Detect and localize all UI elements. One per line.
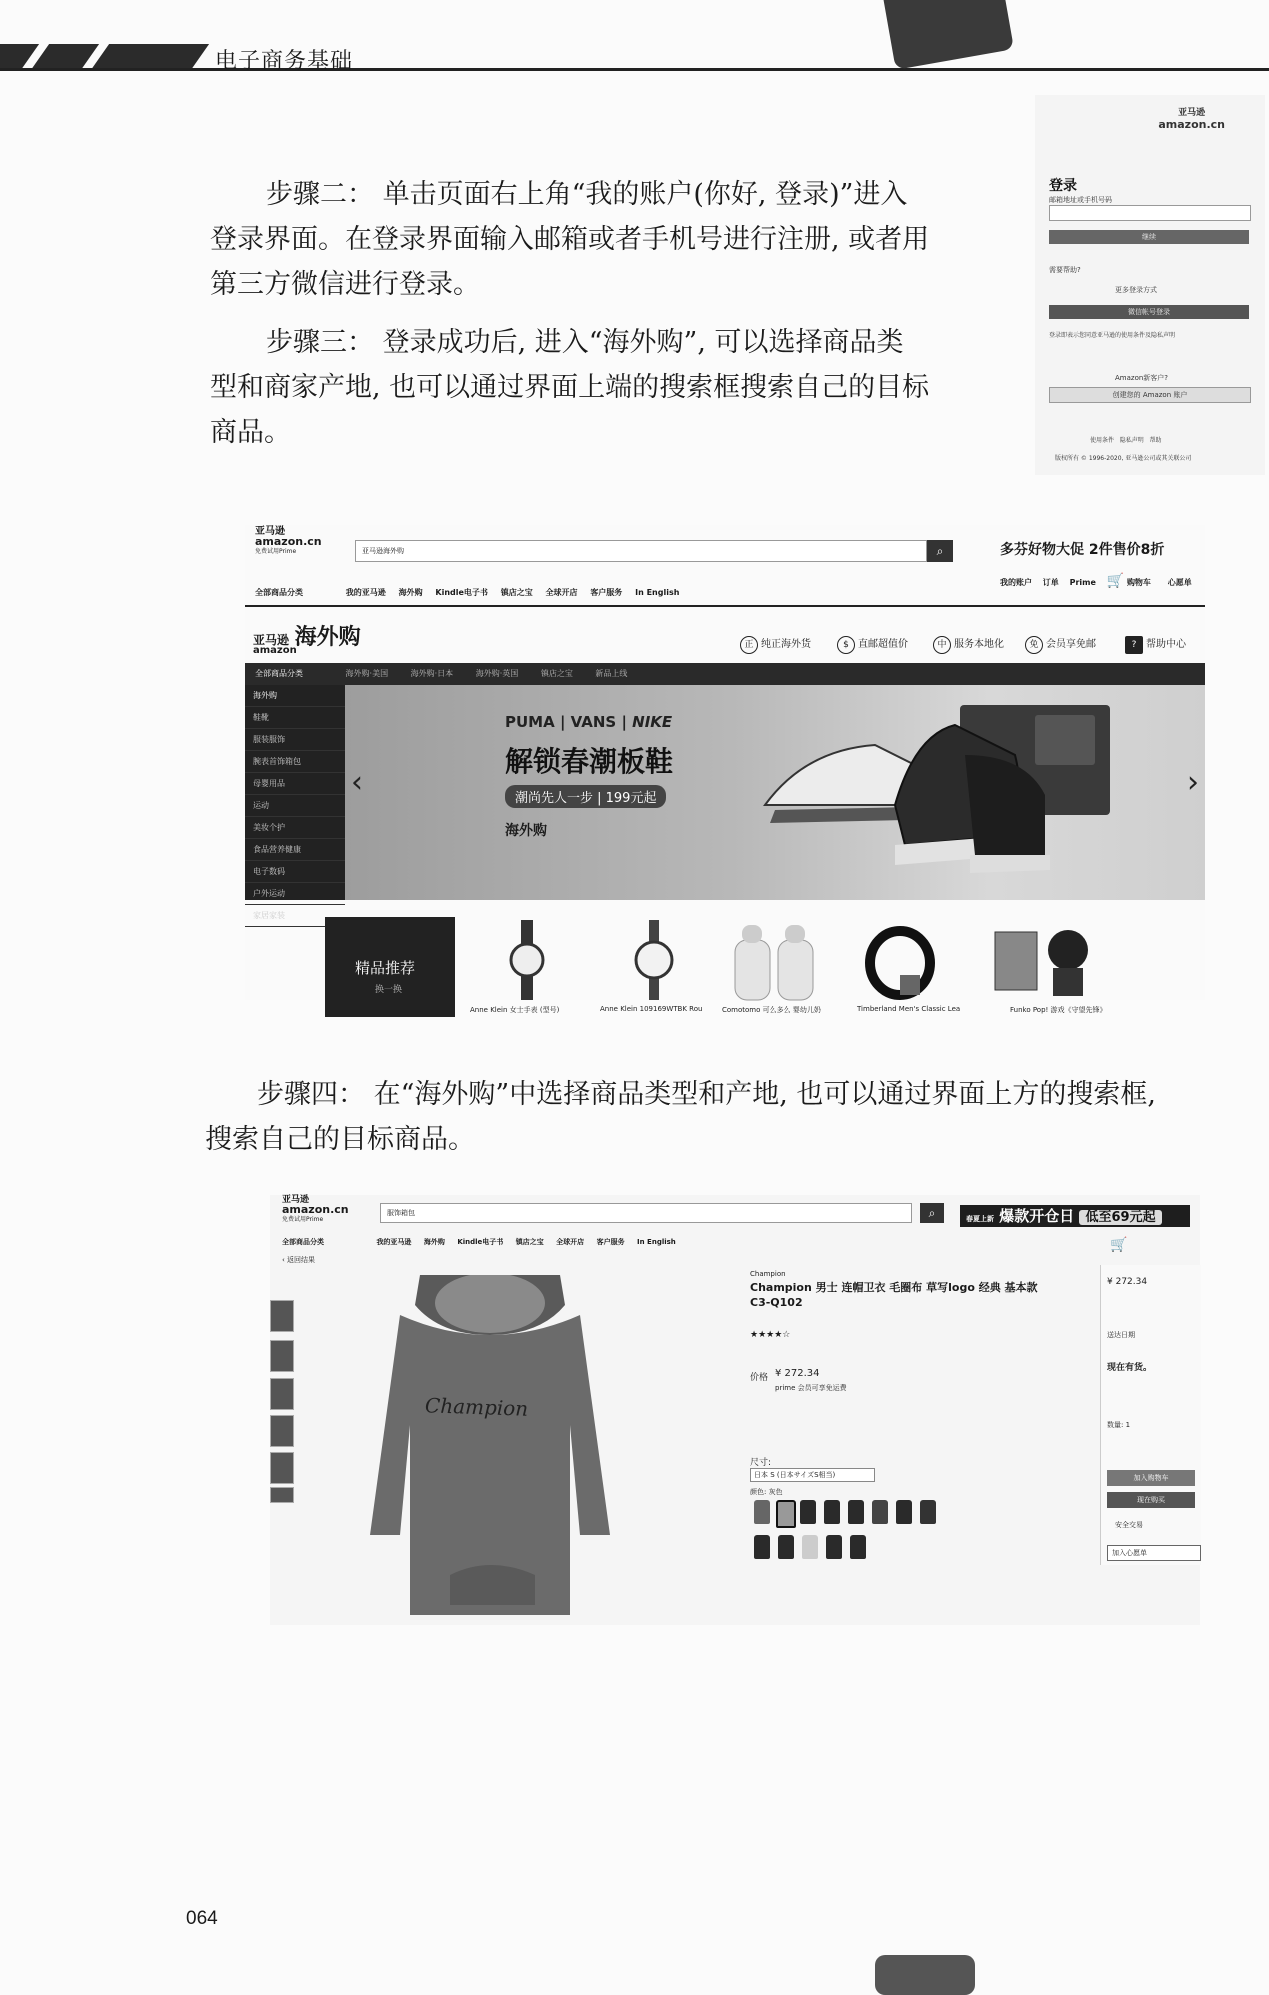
product-caption[interactable]: Anne Klein 女士手表 (型号) [470, 1006, 560, 1014]
top-nav [255, 587, 679, 598]
badge-label: 纯正海外货 [761, 639, 811, 650]
sidebar-item[interactable]: 服装服饰 [245, 729, 345, 751]
color-swatch[interactable] [896, 1500, 912, 1524]
header-stripe [91, 44, 209, 70]
nav-link[interactable]: 全球开店 [556, 1238, 585, 1246]
logo-cn: 亚马逊 [253, 633, 290, 647]
quantity-select[interactable]: 数量: 1 [1107, 1421, 1131, 1429]
badge-help[interactable] [1125, 635, 1186, 654]
watch-image[interactable] [507, 920, 547, 1000]
thumbnail[interactable] [270, 1487, 294, 1503]
field-label: 邮箱地址或手机号码 [1049, 196, 1112, 204]
color-swatch[interactable] [800, 1500, 816, 1524]
nav-link[interactable]: 客户服务 [590, 588, 623, 597]
color-label: 颜色: 灰色 [750, 1488, 783, 1496]
cart-link[interactable]: 购物车 [1126, 578, 1151, 587]
sidebar-item[interactable]: 电子数码 [245, 861, 345, 883]
thumbnail[interactable] [270, 1378, 294, 1410]
nav-link[interactable]: Kindle电子书 [457, 1238, 504, 1246]
sub-nav-item[interactable]: 海外购·美国 [345, 669, 389, 678]
login-heading: 登录 [1049, 178, 1077, 194]
belt-image[interactable] [860, 925, 940, 1005]
search-button[interactable]: ⌕ [920, 1203, 944, 1223]
haiwaigou-title: 海外购 [294, 625, 361, 650]
search-input[interactable] [380, 1203, 912, 1223]
nav-link[interactable]: 客户服务 [596, 1238, 625, 1246]
wechat-button[interactable]: 微信帐号登录 [1049, 305, 1249, 319]
promo-banner[interactable]: 多芬好物大促 2件售价8折 [1000, 542, 1165, 558]
product-caption[interactable]: Timberland Men's Classic Lea [857, 1005, 961, 1013]
secure-transaction: 安全交易 [1115, 1521, 1143, 1529]
breadcrumb[interactable]: ‹ 返回结果 [282, 1256, 316, 1264]
sub-nav-item[interactable]: 海外购·日本 [410, 669, 454, 678]
badge-label: 帮助中心 [1146, 639, 1186, 650]
buy-now-button[interactable]: 现在购买 [1107, 1492, 1195, 1508]
sidebar-item[interactable]: 美妆个护 [245, 817, 345, 839]
color-swatch[interactable] [824, 1500, 840, 1524]
service-icon: 中 [933, 636, 951, 654]
color-swatch[interactable] [776, 1500, 796, 1528]
text-line: 型和商家产地, 也可以通过界面上端的搜索框搜索自己的目标 [210, 372, 930, 403]
sub-nav-item[interactable]: 镇店之宝 [540, 669, 573, 678]
size-select[interactable]: 日本 S (日本サイズS相当) [750, 1468, 875, 1482]
top-nav [282, 1237, 676, 1247]
thumbnail[interactable] [270, 1340, 294, 1372]
brand-logos: PUMA | VANS | NIKE [505, 713, 673, 731]
page-corner-shadow [875, 1955, 975, 1995]
continue-button[interactable]: 继续 [1049, 230, 1249, 244]
prime-tagline: 免费试用Prime [255, 548, 297, 555]
haiwaigou-logo [253, 620, 361, 656]
banner-tag: 海外购 [505, 823, 547, 839]
add-to-cart-button[interactable]: 加入购物车 [1107, 1470, 1195, 1486]
authentic-icon: 正 [740, 636, 758, 654]
nav-link[interactable]: 我的亚马逊 [345, 588, 386, 597]
watch-image[interactable] [629, 920, 679, 1000]
copyright: 版权所有 © 1996-2020, 亚马逊公司或其关联公司 [1055, 455, 1192, 462]
product-screenshot [270, 1195, 1200, 1625]
search-scope[interactable]: 服饰箱包 [387, 1209, 415, 1217]
logo-en: amazon.cn [255, 535, 322, 548]
sub-nav-item[interactable]: 海外购·英国 [475, 669, 519, 678]
thumbnail[interactable] [270, 1415, 294, 1447]
footer-links [1090, 435, 1162, 444]
sidebar-item[interactable]: 家居家装 [245, 905, 345, 927]
page-number: 064 [186, 1908, 218, 1929]
buy-box [1100, 1265, 1201, 1565]
color-swatch[interactable] [754, 1535, 770, 1559]
orders-link[interactable]: 订单 [1042, 578, 1059, 587]
color-swatch[interactable] [920, 1500, 936, 1524]
funko-figure-image[interactable] [993, 920, 1093, 1000]
sidebar-item[interactable]: 运动 [245, 795, 345, 817]
add-to-wishlist-button[interactable]: 加入心愿单 [1107, 1545, 1201, 1561]
nav-link[interactable]: 我的亚马逊 [376, 1238, 412, 1246]
baby-bottles-image[interactable] [730, 925, 820, 1005]
sub-nav-item[interactable]: 全部商品分类 [255, 669, 303, 678]
nav-link[interactable]: 全球开店 [545, 588, 578, 597]
product-title: Champion 男士 连帽卫衣 毛圈布 草写logo 经典 基本款 C3-Q102 [750, 1281, 1038, 1309]
header-rule [0, 68, 1269, 71]
nav-divider [245, 605, 1205, 607]
search-button[interactable]: ⌕ [927, 540, 953, 562]
price-label: 价格 [750, 1373, 769, 1383]
refresh-link[interactable]: 换一换 [375, 985, 403, 995]
header-stripe [31, 44, 99, 70]
nav-link[interactable]: In English [637, 1238, 676, 1246]
sub-nav-item[interactable]: 新品上线 [595, 669, 628, 678]
login-screenshot [1035, 95, 1265, 475]
badge-authentic[interactable] [740, 635, 811, 654]
badge-service[interactable] [933, 635, 1004, 654]
puma-logo: PUMA [505, 713, 555, 731]
terms-text: 登录即表示您同意亚马逊的使用条件及隐私声明 [1049, 332, 1176, 339]
new-user-text: Amazon新客户? [1115, 374, 1169, 382]
nav-link[interactable]: 海外购 [398, 588, 423, 597]
cart-icon[interactable]: 🛒 [1106, 573, 1125, 589]
step4-paragraph [205, 1072, 1269, 1162]
category-sidebar [245, 685, 345, 920]
hoodie-logo-text: Champion [424, 1393, 529, 1421]
color-swatch[interactable] [754, 1500, 770, 1524]
sidebar-item[interactable]: 腕表首饰箱包 [245, 751, 345, 773]
sidebar-item[interactable]: 户外运动 [245, 883, 345, 905]
email-field[interactable] [1049, 205, 1251, 221]
buybox-price: ¥ 272.34 [1107, 1277, 1148, 1287]
sidebar-item[interactable]: 鞋靴 [245, 707, 345, 729]
size-label: 尺寸: [750, 1458, 772, 1468]
logo-cn: 亚马逊 [282, 1195, 310, 1205]
hero-banner[interactable] [345, 685, 1205, 900]
color-swatch[interactable] [850, 1535, 866, 1559]
nav-link[interactable]: 全部商品分类 [255, 588, 303, 597]
step2-paragraph [210, 172, 1000, 307]
banner-headline: 解锁春潮板鞋 [505, 745, 674, 778]
in-stock: 现在有货。 [1107, 1363, 1153, 1373]
carousel-next-icon[interactable]: › [1187, 765, 1199, 800]
color-swatch[interactable] [848, 1500, 864, 1524]
sidebar-item[interactable]: 食品营养健康 [245, 839, 345, 861]
logo-cn: 亚马逊 [1178, 108, 1206, 118]
promo-main: 爆款开仓日 [999, 1207, 1075, 1225]
rating-stars[interactable]: ★★★★☆ [750, 1330, 791, 1340]
search-input[interactable] [355, 540, 927, 562]
other-login: 更多登录方式 [1115, 286, 1157, 294]
badge-label: 服务本地化 [954, 639, 1004, 650]
badge-free-shipping[interactable] [1025, 635, 1096, 654]
text-line: 商品。 [210, 417, 291, 448]
logo-en: amazon [253, 645, 297, 656]
nav-link[interactable]: 镇店之宝 [500, 588, 533, 597]
text-line: 登录界面。在登录界面输入邮箱或者手机号进行注册, 或者用 [210, 224, 930, 255]
prime-link[interactable]: Prime [1069, 578, 1096, 587]
page-corner-shadow [882, 0, 1014, 70]
logo-en: amazon.cn [282, 1203, 349, 1216]
banner-subline: 潮尚先人一步 | 199元起 [505, 785, 666, 808]
nav-link[interactable]: 镇店之宝 [515, 1238, 544, 1246]
promo-prefix: 春夏上新 [966, 1215, 994, 1223]
badge-price[interactable] [837, 635, 908, 654]
text-line: 步骤二： 单击页面右上角“我的账户(你好, 登录)”进入 [266, 179, 908, 210]
footer-link[interactable]: 帮助 [1149, 437, 1162, 444]
promo-banner[interactable] [960, 1205, 1190, 1227]
thumbnail[interactable] [270, 1300, 294, 1332]
nav-link[interactable]: Kindle电子书 [435, 588, 488, 597]
footer-link[interactable]: 使用条件 [1090, 437, 1115, 444]
help-link[interactable]: 需要帮助? [1049, 266, 1081, 274]
price-value: ¥ 272.34 [775, 1368, 820, 1379]
color-swatch[interactable] [872, 1500, 888, 1524]
help-icon: ? [1125, 636, 1143, 654]
step3-paragraph [210, 320, 1000, 455]
product-caption[interactable]: Funko Pop! 游戏《守望先锋》 [1010, 1006, 1107, 1014]
sub-nav [245, 663, 1205, 685]
badge-label: 直邮超值价 [858, 639, 908, 650]
recommend-title: 精品推荐 [355, 959, 416, 977]
nike-logo: NIKE [632, 713, 673, 731]
badge-label: 会员享免邮 [1046, 639, 1096, 650]
account-link[interactable]: 我的账户 [1000, 578, 1032, 587]
amazon-logo [255, 527, 322, 557]
nav-link[interactable]: In English [635, 588, 680, 597]
text-line: 步骤三： 登录成功后, 进入“海外购”, 可以选择商品类 [266, 327, 904, 358]
brand-link[interactable]: Champion [750, 1270, 786, 1278]
thumbnail[interactable] [270, 1452, 294, 1484]
carousel-prev-icon[interactable]: ‹ [351, 765, 363, 800]
text-line: 搜索自己的目标商品。 [205, 1124, 475, 1155]
delivery-info: 送达日期 [1107, 1331, 1135, 1339]
search-scope[interactable]: 亚马逊海外购 [362, 547, 404, 555]
footer-link[interactable]: 隐私声明 [1119, 437, 1144, 444]
create-account-button[interactable]: 创建您的 Amazon 账户 [1049, 387, 1251, 403]
text-line: 步骤四： 在“海外购”中选择商品类型和产地, 也可以通过界面上方的搜索框, [257, 1079, 1156, 1110]
text-line: 第三方微信进行登录。 [210, 269, 480, 300]
product-caption[interactable]: Comotomo 可么多么 婴幼儿奶 [722, 1006, 821, 1014]
promo-price: 低至69元起 [1079, 1210, 1161, 1225]
free-shipping-icon: 免 [1025, 636, 1043, 654]
logo-en: amazon.cn [1158, 118, 1225, 131]
recommend-panel[interactable] [325, 917, 455, 1017]
vans-logo: VANS [570, 713, 617, 731]
hoodie-image[interactable] [370, 1275, 610, 1615]
product-caption[interactable]: Anne Klein 109169WTBK Rou [600, 1005, 703, 1013]
logo-cn: 亚马逊 [255, 526, 285, 537]
login-logo [1158, 105, 1225, 131]
color-swatch[interactable] [802, 1535, 818, 1559]
wishlist-link[interactable]: 心愿单 [1167, 578, 1192, 587]
book-title: 电子商务基础 [215, 49, 354, 74]
sidebar-item[interactable]: 海外购 [245, 685, 345, 707]
cart-icon[interactable]: 🛒 [1110, 1237, 1128, 1253]
color-swatch[interactable] [826, 1535, 842, 1559]
color-swatch[interactable] [778, 1535, 794, 1559]
dollar-icon: $ [837, 636, 855, 654]
account-nav [1000, 573, 1192, 589]
sneakers-illustration [745, 695, 1165, 895]
prime-tagline: 免费试用Prime [282, 1216, 324, 1223]
haiwaigou-screenshot [245, 525, 1205, 1014]
amazon-logo [282, 1195, 349, 1225]
nav-link[interactable]: 海外购 [423, 1238, 445, 1246]
nav-link[interactable]: 全部商品分类 [282, 1238, 324, 1246]
sidebar-item[interactable]: 母婴用品 [245, 773, 345, 795]
prime-note: prime 会员可享免运费 [775, 1384, 847, 1392]
